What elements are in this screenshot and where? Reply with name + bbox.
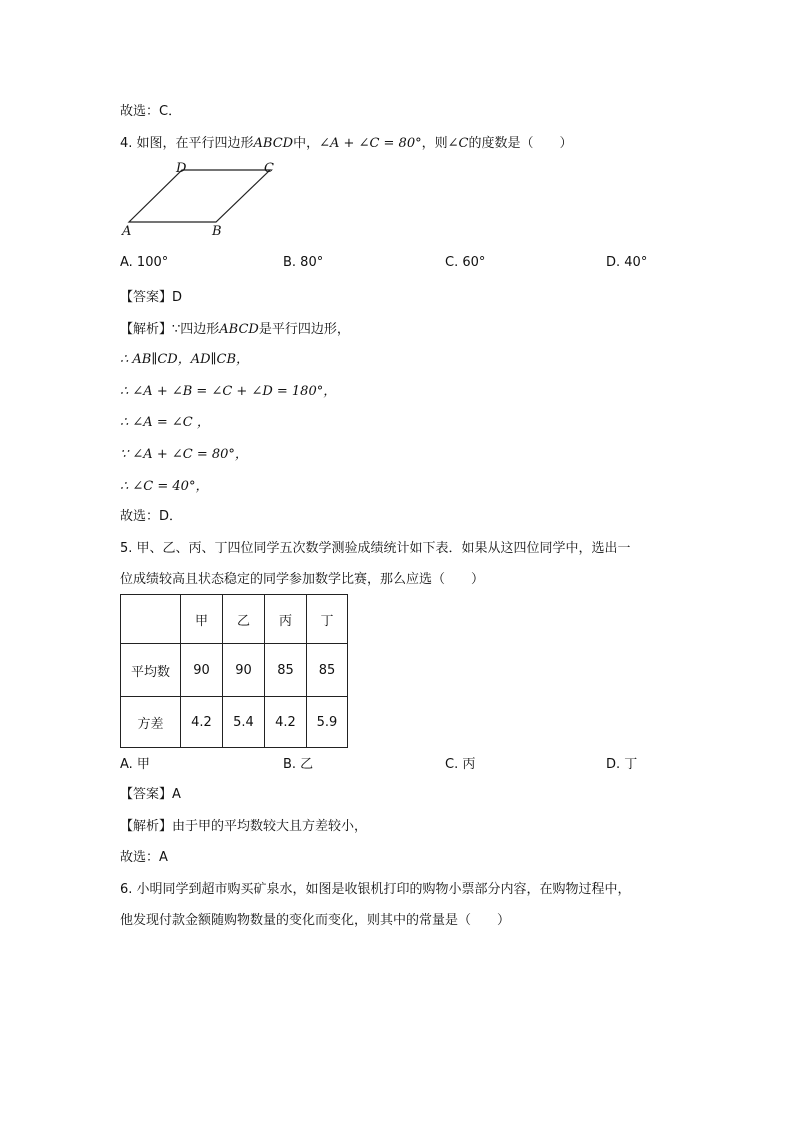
q4-answer: 【答案】D xyxy=(120,290,183,305)
q4-analysis-line-5: ∵ ∠A + ∠C = 80°， xyxy=(120,447,248,462)
q4-option-b: B. 80° xyxy=(283,255,324,270)
table-row xyxy=(121,595,348,644)
q4-final-answer: 故选：D． xyxy=(120,509,183,524)
q4-option-c: C. 60° xyxy=(445,255,486,270)
analysis-math-abcd: ABCD xyxy=(219,322,259,337)
figure-label-d: D xyxy=(176,161,187,176)
q5-option-a: A. 甲 xyxy=(120,757,150,772)
table-cell: 方差 xyxy=(121,697,181,748)
q4-stem-text: ，则 xyxy=(421,136,448,151)
q5-option-d: D. 丁 xyxy=(606,757,638,772)
table-cell: 5.9 xyxy=(307,697,348,748)
table-cell: 85 xyxy=(265,644,307,697)
table-row xyxy=(121,644,348,697)
table-cell: 90 xyxy=(223,644,265,697)
q5-final-answer: 故选：A xyxy=(120,850,168,865)
table-cell: 4.2 xyxy=(265,697,307,748)
table-cell: 4.2 xyxy=(181,697,223,748)
q4-stem-math-angle: ∠C xyxy=(447,136,469,151)
table-cell: 丙 xyxy=(265,595,307,644)
table-cell xyxy=(121,595,181,644)
q4-analysis-line-1 xyxy=(120,321,350,339)
parallelogram-abcd xyxy=(129,170,270,222)
q4-stem xyxy=(120,135,572,153)
q4-analysis-line-6: ∴ ∠C = 40°， xyxy=(120,479,209,494)
table-cell: 85 xyxy=(307,644,348,697)
q5-stem-line-2: 位成绩较高且状态稳定的同学参加数学比赛，那么应选（ ） xyxy=(120,572,485,587)
table-cell: 丁 xyxy=(307,595,348,644)
q4-analysis-line-3: ∴ ∠A + ∠B = ∠C + ∠D = 180°， xyxy=(120,384,337,399)
q6-stem-line-2: 他发现付款金额随购物数量的变化而变化，则其中的常量是（ ） xyxy=(120,913,511,928)
score-table xyxy=(120,594,348,748)
analysis-text: 是平行四边形， xyxy=(258,322,350,337)
prev-answer-line: 故选：C． xyxy=(120,104,182,119)
figure-label-c: C xyxy=(264,161,274,176)
table-cell: 5.4 xyxy=(223,697,265,748)
q4-stem-math-sum: ∠A + ∠C = 80° xyxy=(319,136,422,151)
analysis-text: 【解析】∵四边形 xyxy=(120,322,220,337)
q5-option-b: B. 乙 xyxy=(283,757,314,772)
q5-answer: 【答案】A xyxy=(120,787,181,802)
q4-stem-math-abcd: ABCD xyxy=(253,136,294,151)
q4-stem-text: 4. 如图，在平行四边形 xyxy=(120,136,254,151)
table-cell: 甲 xyxy=(181,595,223,644)
q4-option-a: A. 100° xyxy=(120,255,169,270)
table-cell: 乙 xyxy=(223,595,265,644)
q6-stem-line-1: 6. 小明同学到超市购买矿泉水，如图是收银机打印的购物小票部分内容，在购物过程中， xyxy=(120,882,631,897)
q4-stem-text: 中， xyxy=(293,136,320,151)
table-cell: 90 xyxy=(181,644,223,697)
q4-option-d: D. 40° xyxy=(606,255,648,270)
q5-analysis: 【解析】由于甲的平均数较大且方差较小， xyxy=(120,819,368,834)
table-cell: 平均数 xyxy=(121,644,181,697)
figure-label-b: B xyxy=(212,224,222,239)
q4-analysis-line-4: ∴ ∠A = ∠C ， xyxy=(120,415,210,430)
q4-analysis-line-2: ∴ AB∥CD，AD∥CB， xyxy=(120,352,250,367)
q5-stem-line-1: 5. 甲、乙、丙、丁四位同学五次数学测验成绩统计如下表．如果从这四位同学中，选出一 xyxy=(120,541,631,556)
figure-label-a: A xyxy=(122,224,132,239)
q4-stem-text: 的度数是（ ） xyxy=(468,136,573,151)
q5-option-c: C. 丙 xyxy=(445,757,476,772)
table-row xyxy=(121,697,348,748)
